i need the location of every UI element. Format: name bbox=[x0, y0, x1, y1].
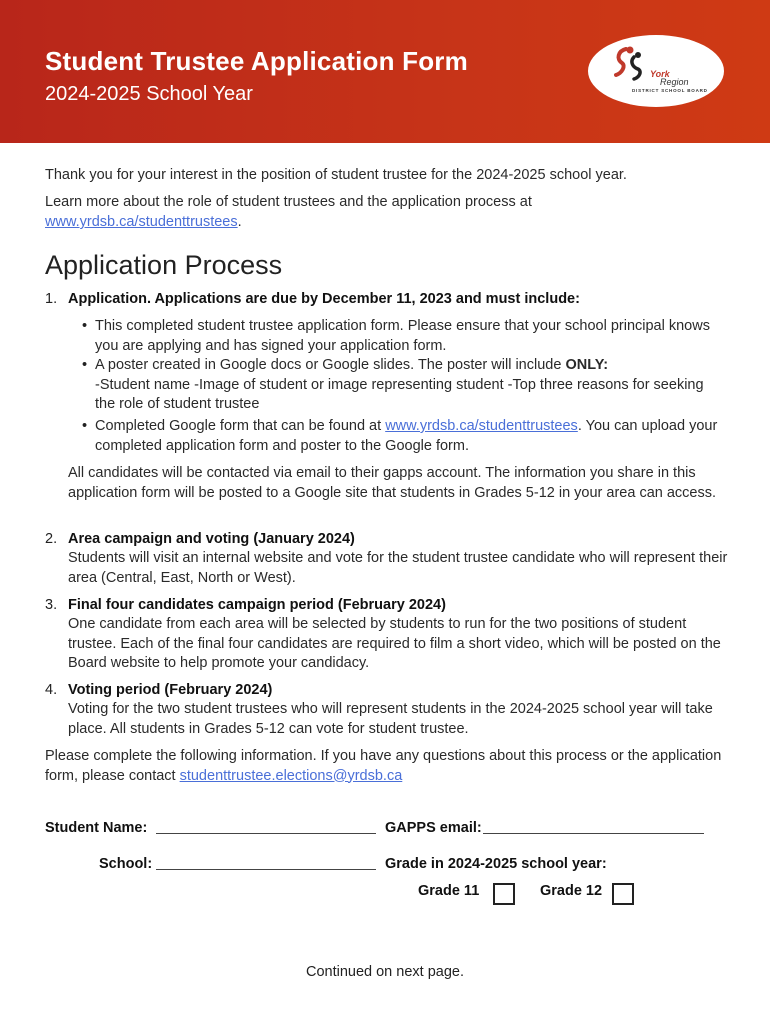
contact-paragraph bbox=[45, 747, 725, 786]
header-banner bbox=[0, 0, 770, 143]
step-2-body: Students will visit an internal website and vote for the student trustee candidate who will represent their area (Central, East, North or West). bbox=[68, 550, 728, 586]
grade-label: Grade in 2024-2025 school year: bbox=[385, 856, 607, 872]
step-3-title: Final four candidates campaign period (February 2024) bbox=[68, 597, 446, 613]
student-name-input[interactable] bbox=[158, 815, 374, 833]
school-line bbox=[156, 869, 376, 870]
bullet-google-text-end: . You can upload your completed application form and poster to the Google form. bbox=[95, 418, 718, 454]
bullet-marker: • bbox=[82, 357, 88, 373]
bullet-google-text: Completed Google form that can be found at bbox=[95, 418, 386, 434]
intro-period: . bbox=[237, 214, 242, 230]
grade-12-label: Grade 12 bbox=[540, 883, 603, 899]
bullet-marker: • bbox=[82, 318, 88, 334]
logo-region-text: Region bbox=[660, 77, 689, 87]
step-4-number: 4. bbox=[45, 682, 58, 698]
grade-11-checkbox[interactable] bbox=[493, 883, 515, 905]
logo-york-text: York bbox=[650, 69, 670, 79]
bullet-poster-text: A poster created in Google docs or Google slides. The poster will include bbox=[95, 357, 566, 373]
bullet-marker: • bbox=[82, 418, 88, 434]
step-2-title: Area campaign and voting (January 2024) bbox=[68, 531, 355, 547]
gapps-email-input[interactable] bbox=[485, 815, 702, 833]
bullet-google-form bbox=[95, 417, 725, 456]
intro-learn-more bbox=[45, 192, 605, 232]
bullet-poster-requirements: -Student name -Image of student or image representing student -Top three reasons for seeking the role of student trustee bbox=[95, 376, 704, 412]
form-title: Student Trustee Application Form bbox=[45, 46, 468, 76]
step-1-title: Application. Applications are due by December 11, 2023 and must include: bbox=[68, 291, 580, 307]
logo-figures-icon bbox=[608, 43, 648, 83]
gapps-email-line bbox=[483, 833, 704, 834]
step-1-note: All candidates will be contacted via email to their gapps account. The information you share in this application form will be posted to a Google site that students in Grades 5-12 in your area can access. bbox=[68, 465, 717, 501]
google-form-link[interactable]: www.yrdsb.ca/studenttrustees bbox=[385, 418, 578, 434]
grade-11-label: Grade 11 bbox=[418, 883, 480, 899]
student-name-label: Student Name: bbox=[45, 820, 148, 836]
step-1-number: 1. bbox=[45, 291, 58, 307]
grade-12-checkbox[interactable] bbox=[612, 883, 634, 905]
step-2-number: 2. bbox=[45, 531, 58, 547]
step-4-body: Voting for the two student trustees who will represent students in the 2024-2025 school year will take place. All students in Grades 5-12 can vote for student trustee. bbox=[68, 701, 713, 737]
student-name-line bbox=[156, 833, 376, 834]
gapps-email-label: GAPPS email: bbox=[385, 820, 482, 836]
student-trustees-link[interactable]: www.yrdsb.ca/studenttrustees bbox=[45, 214, 238, 230]
logo-board-text: DISTRICT SCHOOL BOARD bbox=[632, 88, 708, 93]
intro-learn-text: Learn more about the role of student trustees and the application process at bbox=[45, 194, 532, 210]
bullet-application-form: This completed student trustee application form. Please ensure that your school principal knows you are applying and has signed your application form. bbox=[95, 318, 710, 354]
school-year-subtitle: 2024-2025 School Year bbox=[45, 83, 253, 105]
intro-thanks: Thank you for your interest in the position of student trustee for the 2024-2025 school year. bbox=[45, 167, 627, 183]
school-label: School: bbox=[99, 856, 153, 872]
bullet-poster-only: ONLY: bbox=[565, 357, 609, 373]
section-title: Application Process bbox=[45, 250, 283, 280]
contact-email-link[interactable]: studenttrustee.elections@yrdsb.ca bbox=[179, 767, 403, 784]
step-3-number: 3. bbox=[45, 597, 58, 613]
continued-note: Continued on next page. bbox=[305, 964, 464, 980]
yrdsb-logo bbox=[588, 35, 724, 107]
bullet-poster bbox=[95, 356, 725, 415]
school-input[interactable] bbox=[158, 851, 374, 869]
step-4-title: Voting period (February 2024) bbox=[68, 682, 273, 698]
contact-text: Please complete the following information. If you have any questions about this process or the application form, please contact bbox=[45, 748, 722, 784]
step-3-body: One candidate from each area will be selected by students to run for the two positions of student trustee. Each of the final four candidates are required to film a short video, which will be posted on the Board website to help promote your candidacy. bbox=[68, 616, 721, 671]
